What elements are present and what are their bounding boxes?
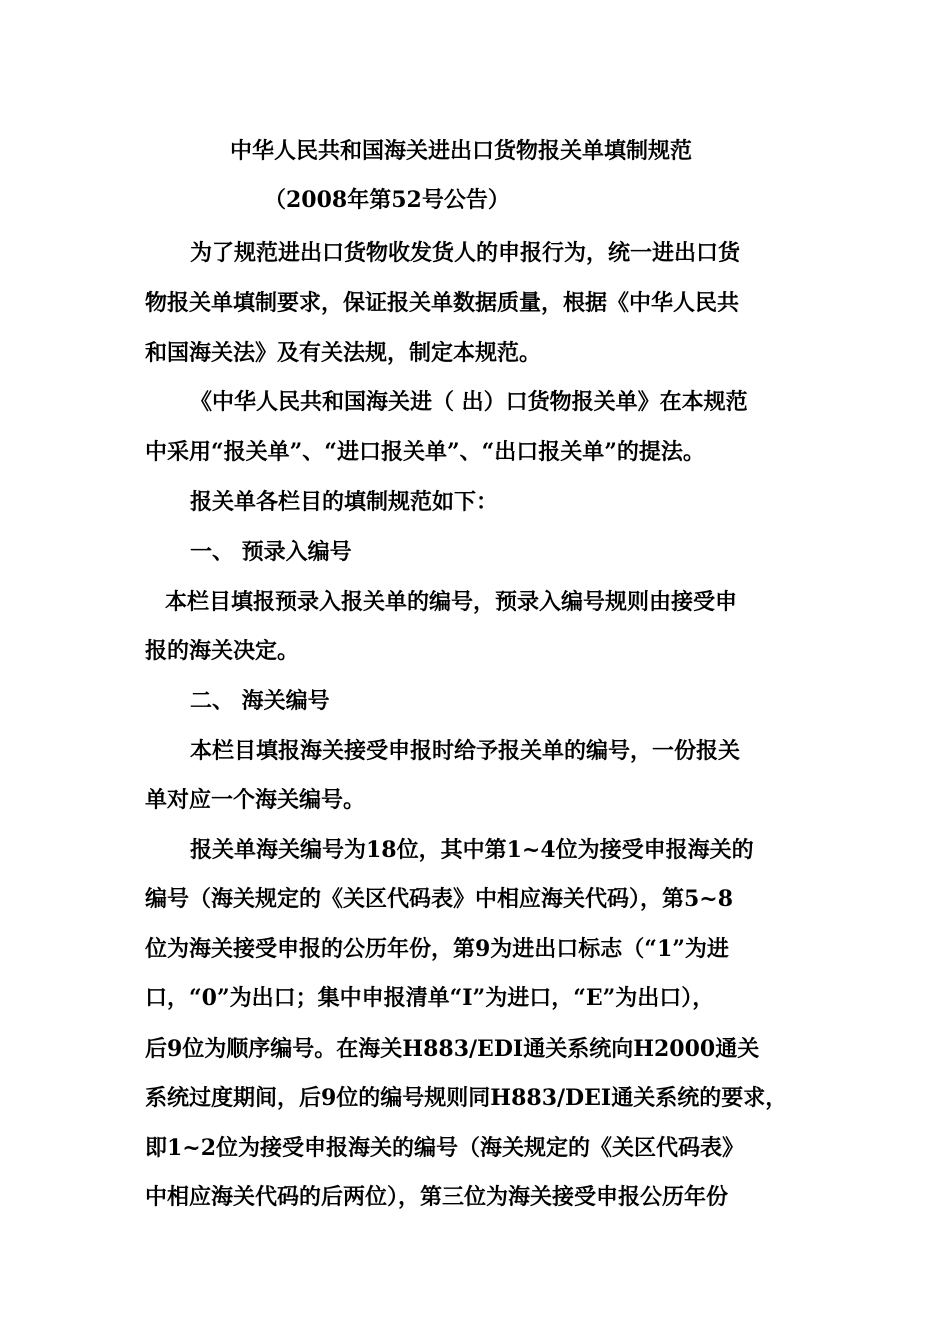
paragraph-line: 为了规范进出口货物收发货人的申报行为，统一进出口货 (190, 240, 741, 266)
paragraph-line: 即1~2位为接受申报海关的编号（海关规定的《关区代码表》 (145, 1135, 745, 1161)
paragraph-line: 物报关单填制要求，保证报关单数据质量，根据《中华人民共 (145, 290, 740, 316)
paragraph-line: 位为海关接受申报的公历年份，第9为进出口标志（“1”为进 (145, 936, 729, 962)
paragraph-line: 和国海关法》及有关法规，制定本规范。 (145, 340, 542, 366)
paragraph-line: 中相应海关代码的后两位），第三位为海关接受申报公历年份 (145, 1184, 729, 1210)
paragraph-line: 本栏目填报海关接受申报时给予报关单的编号，一份报关 (190, 738, 741, 764)
paragraph-line: 口，“0”为出口；集中申报清单“I”为进口，“E”为出口）， (145, 985, 715, 1011)
paragraph-line: 本栏目填报预录入报关单的编号，预录入编号规则由接受申 (165, 589, 738, 615)
paragraph-line: 报关单海关编号为18位，其中第1~4位为接受申报海关的 (190, 837, 754, 863)
section-heading: 二、 海关编号 (190, 688, 330, 714)
paragraph-line: 单对应一个海关编号。 (145, 787, 366, 813)
paragraph-line: 后9位为顺序编号。在海关H883/EDI通关系统向H2000通关 (145, 1036, 760, 1062)
paragraph-line: 中采用“报关单”、“进口报关单”、“出口报关单”的提法。 (145, 439, 705, 465)
paragraph-line: 编号（海关规定的《关区代码表》中相应海关代码），第5~8 (145, 886, 734, 912)
paragraph-line: 《中华人民共和国海关进（ 出）口货物报关单》在本规范 (190, 389, 748, 415)
paragraph-line: 报的海关决定。 (145, 638, 300, 664)
section-heading: 一、 预录入编号 (190, 539, 352, 565)
paragraph-line: 系统过度期间，后9位的编号规则同H883/DEI通关系统的要求， (145, 1085, 788, 1111)
paragraph-line: 报关单各栏目的填制规范如下： (190, 489, 499, 515)
document-title: 中华人民共和国海关进出口货物报关单填制规范 (230, 138, 693, 164)
document-subtitle: （2008年第52号公告） (264, 187, 510, 213)
